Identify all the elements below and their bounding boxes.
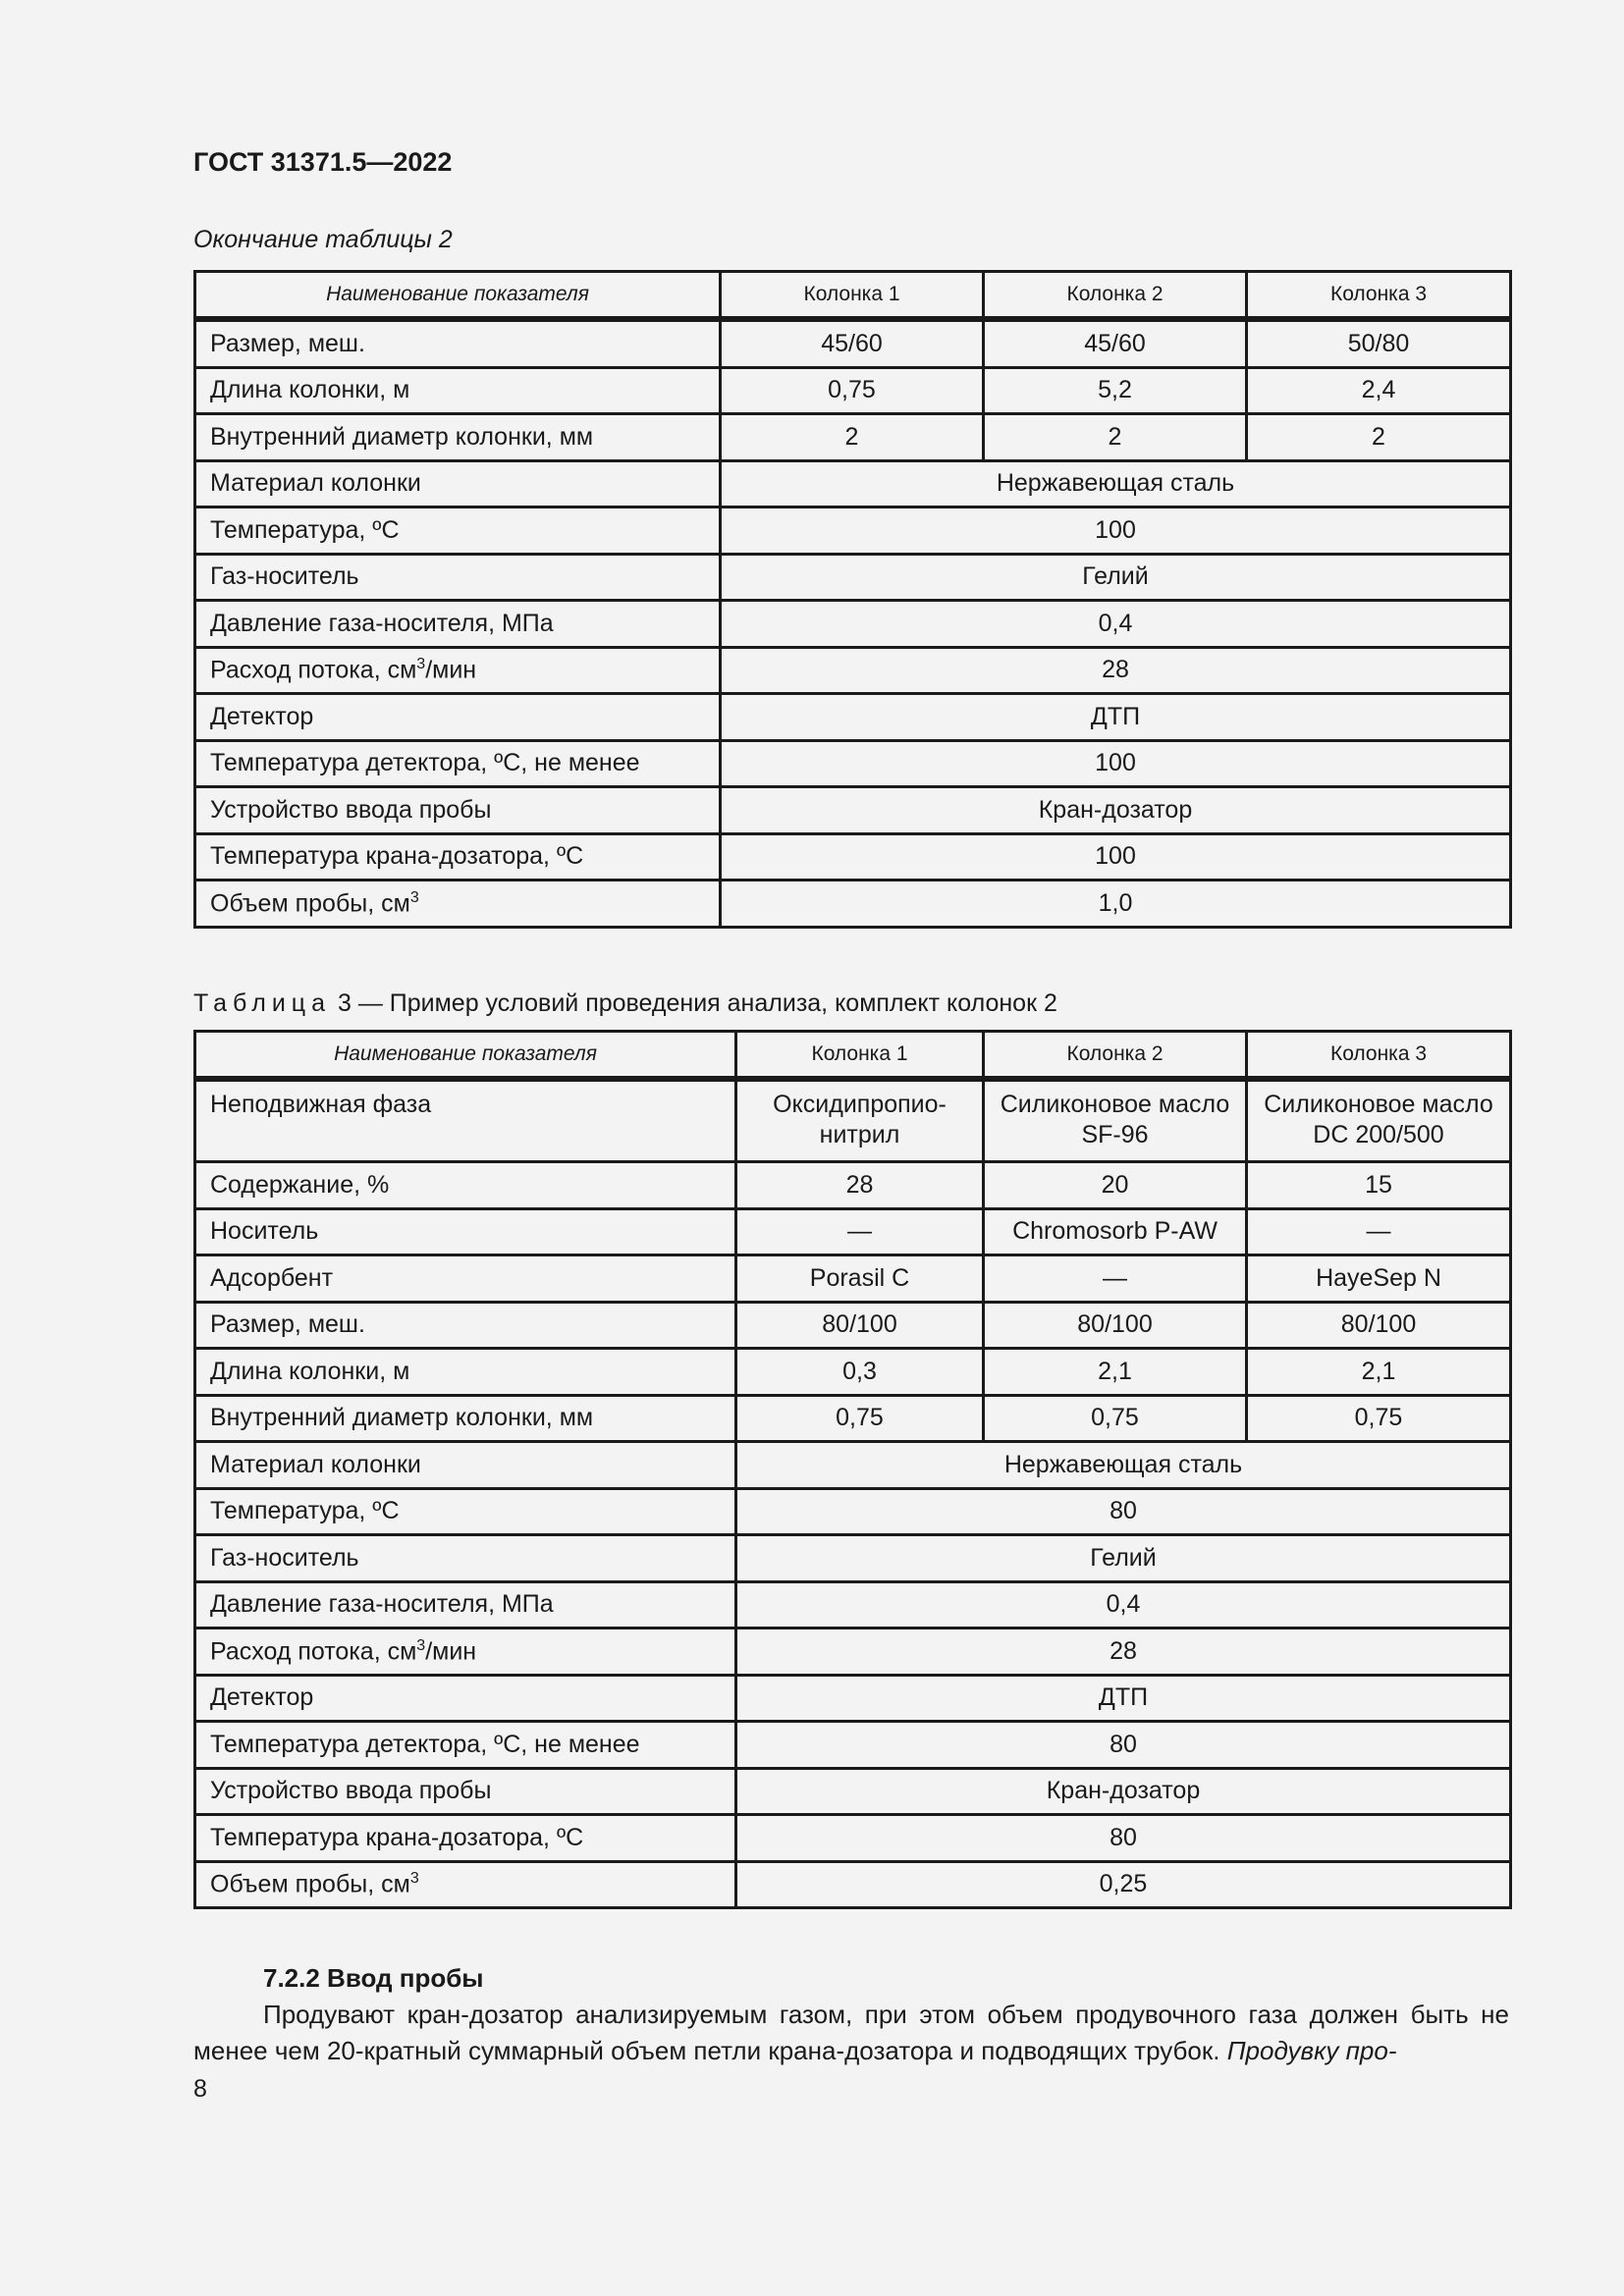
cell-column-2: 0,75 [984,1395,1247,1442]
row-label: Внутренний диаметр колонки, мм [195,414,721,461]
cell-column-3: — [1247,1208,1511,1255]
row-label: Устройство ввода пробы [195,787,721,834]
cell-line: Оксидипропио- [773,1091,947,1118]
table3-caption-text: 3 — Пример условий проведения анализа, комплект колонок 2 [337,989,1057,1017]
label-superscript: 3 [416,656,426,673]
cell-column-3: 0,75 [1247,1395,1511,1442]
cell-line: Силиконовое масло [1264,1091,1493,1118]
cell-column-1: Porasil C [736,1255,984,1303]
section-title: 7.2.2 Ввод пробы [263,1963,484,1993]
table-row [195,319,1511,367]
header-column-3: Колонка 3 [1247,272,1511,320]
table-row [195,1349,1511,1396]
cell-line: Силиконовое масло [1000,1091,1230,1118]
row-label: Давление газа-носителя, МПа [195,1581,736,1629]
cell-merged-value: ДТП [721,694,1511,741]
table-row [195,1208,1511,1255]
cell-merged-value: 0,4 [721,601,1511,648]
cell-merged-value: 100 [721,740,1511,787]
cell-column-2: 2,1 [984,1349,1247,1396]
row-label: Температура крана-дозатора, ºС [195,1815,736,1862]
table-row [195,1768,1511,1815]
cell-merged-value: 100 [721,507,1511,555]
cell-column-3: 80/100 [1247,1302,1511,1349]
cell-line: нитрил [819,1121,900,1148]
label-text: Объем пробы, см [210,888,410,917]
table-header-row [195,272,1511,320]
table-row [195,1722,1511,1769]
header-column-2: Колонка 2 [984,1032,1247,1080]
cell-merged-value: Кран-дозатор [721,787,1511,834]
table-row [195,881,1511,928]
table-row [195,833,1511,881]
table-row [195,1395,1511,1442]
cell-column-1: 0,75 [736,1395,984,1442]
row-label: Температура детектора, ºС, не менее [195,740,721,787]
cell-column-1: 28 [736,1162,984,1209]
label-superscript: 3 [409,1870,419,1888]
row-label: Устройство ввода пробы [195,1768,736,1815]
cell-merged-value: 100 [721,833,1511,881]
row-label: Длина колонки, м [195,367,721,414]
row-label: Материал колонки [195,1442,736,1489]
cell-column-3: 2,1 [1247,1349,1511,1396]
cell-column-2: 2 [984,414,1247,461]
row-label: Размер, меш. [195,1302,736,1349]
cell-merged-value: 0,25 [736,1861,1511,1908]
cell-merged-value: 28 [736,1629,1511,1676]
cell-column-2 [984,1079,1247,1162]
cell-merged-value: Кран-дозатор [736,1768,1511,1815]
row-label [195,881,721,928]
cell-column-2: 45/60 [984,319,1247,367]
row-label [195,1629,736,1676]
label-text: /мин [425,1636,477,1665]
cell-line: DC 200/500 [1313,1121,1444,1148]
row-label: Температура, ºС [195,507,721,555]
table3-caption-prefix: Таблица [193,989,332,1017]
row-label: Температура крана-дозатора, ºС [195,833,721,881]
document-code: ГОСТ 31371.5—2022 [193,147,453,177]
table-row [195,460,1511,507]
paragraph-italic-text: Продувку про- [1226,2036,1397,2065]
row-label: Длина колонки, м [195,1349,736,1396]
row-label: Содержание, % [195,1162,736,1209]
header-parameter-name: Наименование показателя [195,272,721,320]
label-superscript: 3 [409,888,419,906]
table3-caption [193,989,1057,1018]
table-row [195,1488,1511,1535]
cell-merged-value: 80 [736,1488,1511,1535]
row-label: Неподвижная фаза [195,1079,736,1162]
row-label: Материал колонки [195,460,721,507]
cell-merged-value: 0,4 [736,1581,1511,1629]
header-column-1: Колонка 1 [721,272,984,320]
table-row [195,507,1511,555]
row-label: Адсорбент [195,1255,736,1303]
cell-column-1: 80/100 [736,1302,984,1349]
table-row [195,1861,1511,1908]
table-row [195,1162,1511,1209]
cell-column-3: 50/80 [1247,319,1511,367]
table-row [195,647,1511,694]
cell-merged-value: Нержавеющая сталь [736,1442,1511,1489]
table-row [195,414,1511,461]
cell-merged-value: Гелий [736,1535,1511,1582]
cell-merged-value: 80 [736,1815,1511,1862]
label-text: Расход потока, см [210,656,417,684]
page-number: 8 [193,2075,207,2103]
cell-merged-value: ДТП [736,1675,1511,1722]
table-row [195,554,1511,601]
row-label: Газ-носитель [195,554,721,601]
cell-column-1: 45/60 [721,319,984,367]
table-3 [193,1030,1512,1909]
table-row [195,787,1511,834]
label-text: /мин [425,656,477,684]
table-row [195,1675,1511,1722]
cell-merged-value: Нержавеющая сталь [721,460,1511,507]
row-label: Детектор [195,694,721,741]
table-row [195,740,1511,787]
cell-column-1: 0,75 [721,367,984,414]
cell-column-1: — [736,1208,984,1255]
cell-line: SF-96 [1081,1121,1149,1148]
header-column-2: Колонка 2 [984,272,1247,320]
cell-column-2: — [984,1255,1247,1303]
cell-merged-value: 80 [736,1722,1511,1769]
header-parameter-name: Наименование показателя [195,1032,736,1080]
row-label [195,647,721,694]
cell-column-2: Chromosorb P-AW [984,1208,1247,1255]
table-row [195,694,1511,741]
cell-column-3: 2,4 [1247,367,1511,414]
table-row [195,367,1511,414]
table-row [195,1442,1511,1489]
cell-column-3: 15 [1247,1162,1511,1209]
header-column-3: Колонка 3 [1247,1032,1511,1080]
cell-column-3: HayeSep N [1247,1255,1511,1303]
header-column-1: Колонка 1 [736,1032,984,1080]
table-row [195,1079,1511,1162]
cell-column-2: 5,2 [984,367,1247,414]
cell-column-2: 20 [984,1162,1247,1209]
table-2 [193,270,1512,929]
cell-merged-value: Гелий [721,554,1511,601]
cell-column-1 [736,1079,984,1162]
table-row [195,1815,1511,1862]
table-row [195,1302,1511,1349]
label-superscript: 3 [416,1636,426,1654]
cell-column-2: 80/100 [984,1302,1247,1349]
label-text: Объем пробы, см [210,1870,410,1898]
row-label: Детектор [195,1675,736,1722]
table-row [195,1629,1511,1676]
cell-column-1: 2 [721,414,984,461]
table-row [195,601,1511,648]
cell-column-3 [1247,1079,1511,1162]
cell-merged-value: 1,0 [721,881,1511,928]
table-row [195,1255,1511,1303]
row-label: Газ-носитель [195,1535,736,1582]
row-label: Температура, ºС [195,1488,736,1535]
row-label: Давление газа-носителя, МПа [195,601,721,648]
row-label: Размер, меш. [195,319,721,367]
table-row [195,1581,1511,1629]
row-label: Внутренний диаметр колонки, мм [195,1395,736,1442]
row-label: Температура детектора, ºС, не менее [195,1722,736,1769]
section-paragraph [193,1997,1509,2069]
table-row [195,1535,1511,1582]
label-text: Расход потока, см [210,1636,417,1665]
row-label: Носитель [195,1208,736,1255]
paragraph-text: Продувают кран-дозатор анализируемым газом, при этом объем продувочного газа должен быть не менее чем 20-кратный суммарный объем петли крана-дозатора и подводящих трубок. [193,2000,1509,2065]
cell-column-3: 2 [1247,414,1511,461]
cell-merged-value: 28 [721,647,1511,694]
row-label [195,1861,736,1908]
table-header-row [195,1032,1511,1080]
cell-column-1: 0,3 [736,1349,984,1396]
table2-caption: Окончание таблицы 2 [193,226,453,253]
